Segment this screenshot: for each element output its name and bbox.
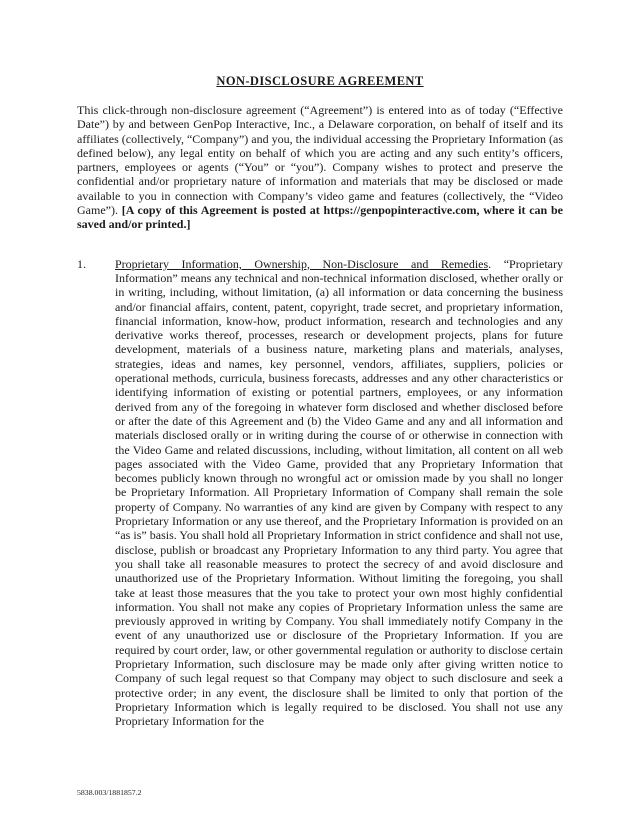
section-1 xyxy=(77,257,563,729)
intro-text: This click-through non-disclosure agreement (“Agreement”) is entered into as of today (“Effective Date”) by and between GenPop Interactive, Inc., a Delaware corporation, on behalf of itself and its affiliates (collectively, “Company”) and you, the individual accessing the Proprietary Information (as defined below), any legal entity on behalf of which you are acting and any such entity’s officers, partners, employees or agents (“You” or “you”). Company wishes to protect and preserve the confidential and/or proprietary nature of information and materials that may be disclosed or made available to you in connection with Company’s video game and features (collectively, the “Video Game”). xyxy=(77,103,563,218)
section-1-number: 1. xyxy=(77,256,86,271)
intro-paragraph xyxy=(77,103,563,232)
intro-bold-notice: [A copy of this Agreement is posted at https://genpopinteractive.com, where it can be saved and/or printed.] xyxy=(77,203,563,232)
section-1-paragraph xyxy=(115,257,563,729)
document-reference-number: 5838.003/1881857.2 xyxy=(77,788,142,797)
document-title: NON-DISCLOSURE AGREEMENT xyxy=(216,74,424,88)
section-1-text: . “Proprietary Information” means any technical and non-technical information disclosed, whether orally or in writing, including, without limitation, (a) all information or data concerning the business and/or financial affairs, content, patent, copyright, trade secret, and proprietary information, financial information, know-how, product information, research and technologies and any derivative works thereof, processes, research or development projects, plans for future development, materials of a business nature, marketing plans and materials, analyses, strategies, ideas and names, key personnel, vendors, affiliates, suppliers, policies or operational methods, curricula, business forecasts, addresses and any other characteristics or identifying information of existing or potential partners, employees, or any information derived from any of the foregoing in whatever form disclosed and whether disclosed before or after the date of this Agreement and (b) the Video Game and any and all information and materials disclosed orally or in writing during the course of or otherwise in connection with the Video Game and related discussions, including, without limitation, all content on all web pages associated with the Video Game, provided that any Proprietary Information that becomes publicly known through no wrongful act or omission made by you shall no longer be Proprietary Information. All Proprietary Information of Company shall remain the sole property of Company. No warranties of any kind are given by Company with respect to any Proprietary Information or any use thereof, and the Proprietary Information is provided on an “as is” basis. You shall hold all Proprietary Information in strict confidence and shall not use, disclose, publish or broadcast any Proprietary Information to any third party. You agree that you shall take all reasonable measures to protect the secrecy of and avoid disclosure and unauthorized use of the Proprietary Information. Without limiting the foregoing, you shall take at least those measures that the you take to protect your own most highly confidential information. You shall not make any copies of Proprietary Information unless the same are previously approved in writing by Company. You shall immediately notify Company in the event of any unauthorized use or disclosure of the Proprietary Information. If you are required by court order, law, or other governmental regulation or authority to disclose certain Proprietary Information, such disclosure may be made only after giving written notice to Company of such legal request so that Company may object to such disclosure and seek a protective order; in any event, the disclosure shall be limited to only that portion of the Proprietary Information which is legally required to be disclosed. You shall not use any Proprietary Information for the xyxy=(115,256,563,729)
section-1-heading: Proprietary Information, Ownership, Non-Disclosure and Remedies xyxy=(115,256,489,271)
